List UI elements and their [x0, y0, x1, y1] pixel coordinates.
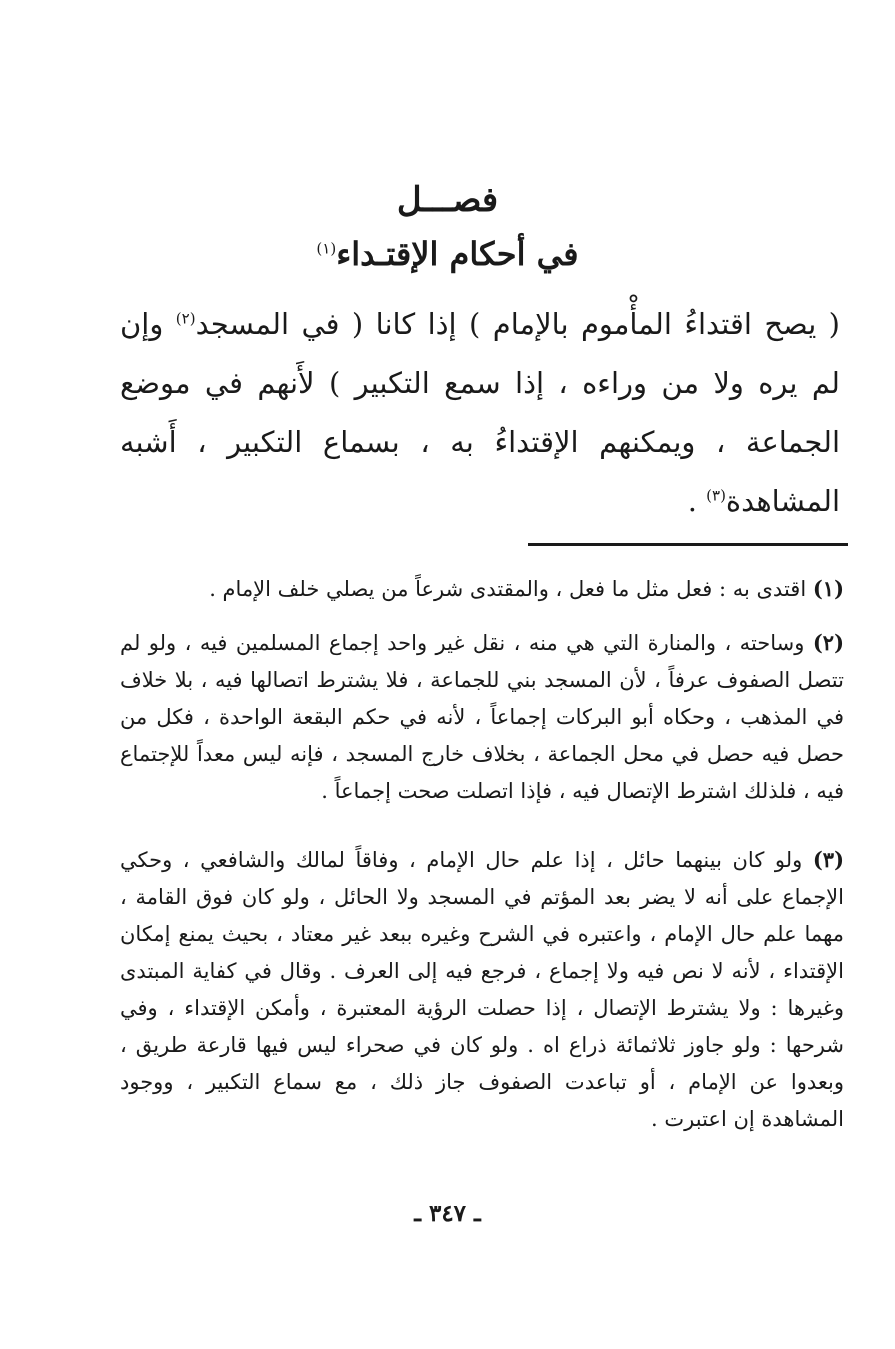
footnote-2-text: وساحته ، والمنارة التي هي منه ، نقل غير واحد إجماع المسلمين فيه ، ولو لم تتصل الصفوف عرفاً ، لأن المسجد بني للجماعة ، فلا يشترط اتصالها فيه ، بلا خلاف في المذهب ، وحكاه أبو البركات إجماعاً ، لأنه في حكم البقعة الواحدة ، فكل من حصل فيه حصل في محل الجماعة ، بخلاف خارج المسجد ، فإنه ليس معداً للإجتماع فيه ، فلذلك اشترط الإتصال فيه ، فإذا اتصلت صحت إجماعاً .	[120, 631, 844, 803]
footnote-1-text: اقتدى به : فعل مثل ما فعل ، والمقتدى شرعاً من يصلي خلف الإمام .	[209, 577, 807, 601]
main-text-part2: وإن لم يره ولا من وراءه ، إذا سمع التكبير ) لأَنهم في موضع الجماعة ، ويمكنهم الإقتداءُ به ، بسماع التكبير ، أَشبه المشاهدة	[120, 307, 840, 518]
main-text-block	[120, 295, 840, 531]
footnote-separator	[528, 543, 848, 546]
footnote-1	[120, 570, 844, 608]
main-text-part1: ( يصح اقتداءُ المأْموم بالإمام ) إذا كانا ( في المسجد	[195, 307, 840, 341]
footnote-ref-3: (٣)	[706, 486, 726, 505]
section-title	[0, 235, 895, 273]
main-text-end: .	[687, 484, 707, 518]
footnote-ref-2: (٢)	[175, 309, 196, 328]
footnote-2-number: (٢)	[812, 630, 844, 655]
footnote-2	[120, 624, 844, 810]
section-label	[0, 180, 895, 220]
section-label-text: فصـــل	[396, 180, 499, 220]
page-number: ـ ٣٤٧ ـ	[414, 1200, 481, 1227]
footnote-ref-1: (١)	[316, 239, 337, 258]
footnote-3	[120, 841, 844, 1138]
section-title-text: في أحكام الإقتـداء	[336, 235, 579, 273]
footnote-3-text: ولو كان بينهما حائل ، إذا علم حال الإمام ، وفاقاً لمالك والشافعي ، وحكي الإجماع على أنه لا يضر بعد المؤتم في المسجد ولا الحائل ، ولو كان فوق القامة ، مهما علم حال الإمام ، واعتبره في الشرح وغيره ببعد غير معتاد ، بحيث يمنع إمكان الإقتداء ، لأنه لا نص فيه ولا إجماع ، فرجع فيه إلى العرف . وقال في كفاية المبتدى وغيرها : ولا يشترط الإتصال ، إذا حصلت الرؤية المعتبرة ، وأمكن الإقتداء ، وفي شرحها : ولو جاوز ثلاثمائة ذراع اه . ولو كان في صحراء ليس فيها قارعة طريق ، وبعدوا عن الإمام ، أو تباعدت الصفوف جاز ذلك ، مع سماع التكبير ، ووجود المشاهدة إن اعتبرت .	[120, 848, 844, 1131]
footnote-1-number: (١)	[812, 576, 844, 601]
footnote-3-number: (٣)	[812, 847, 844, 872]
